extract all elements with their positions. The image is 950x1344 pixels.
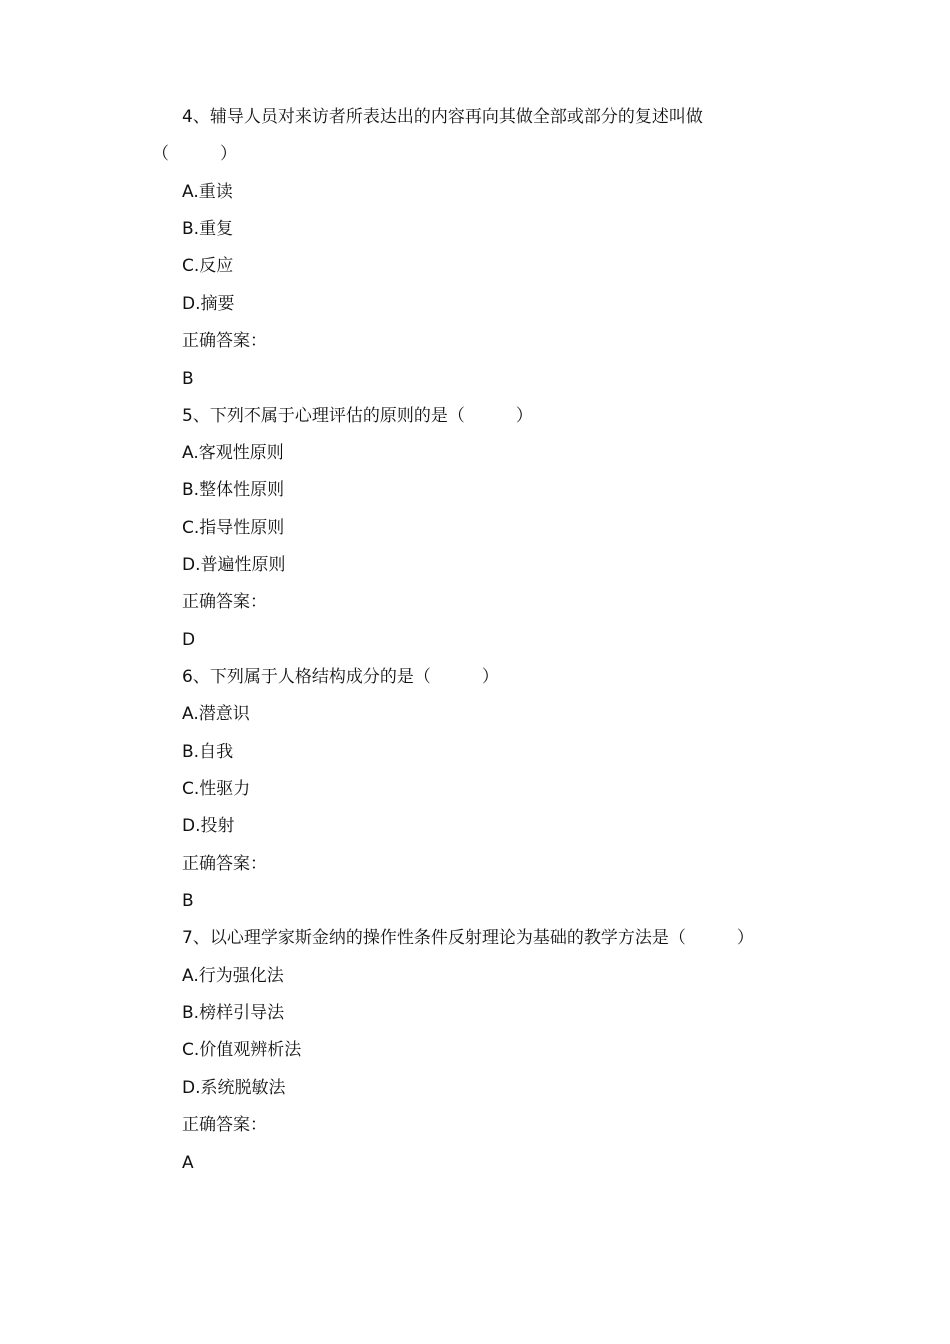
question-4-option-d: D.摘要 [182,294,235,314]
question-6-stem: 6、下列属于人格结构成分的是（ ） [182,667,499,687]
question-6-option-a: A.潜意识 [182,704,250,724]
question-5-option-b: B.整体性原则 [182,480,285,500]
question-5-answer-label: 正确答案： [182,592,267,612]
question-4-option-b: B.重复 [182,219,234,239]
question-4-answer: B [182,369,194,389]
question-6-option-c: C.性驱力 [182,779,251,799]
question-5-option-d: D.普遍性原则 [182,555,286,575]
question-7-option-a: A.行为强化法 [182,966,284,986]
question-6-answer-label: 正确答案： [182,854,267,874]
question-5-stem: 5、下列不属于心理评估的原则的是（ ） [182,406,533,426]
question-7-option-b: B.榜样引导法 [182,1003,285,1023]
question-5-option-c: C.指导性原则 [182,518,285,538]
question-4-stem-continuation: （ ） [152,144,237,164]
question-7-answer-label: 正确答案： [182,1115,267,1135]
question-4-option-c: C.反应 [182,256,234,276]
question-4-answer-label: 正确答案： [182,331,267,351]
question-6-option-d: D.投射 [182,816,235,836]
question-6-answer: B [182,891,194,911]
question-5-answer: D [182,630,196,650]
question-4-stem: 4、辅导人员对来访者所表达出的内容再向其做全部或部分的复述叫做 [182,107,703,127]
question-5-option-a: A.客观性原则 [182,443,284,463]
question-7-answer: A [182,1153,194,1173]
question-7-option-c: C.价值观辨析法 [182,1040,302,1060]
question-4-option-a: A.重读 [182,182,233,202]
question-7-option-d: D.系统脱敏法 [182,1078,286,1098]
question-7-stem: 7、以心理学家斯金纳的操作性条件反射理论为基础的教学方法是（ ） [182,928,754,948]
question-6-option-b: B.自我 [182,742,234,762]
